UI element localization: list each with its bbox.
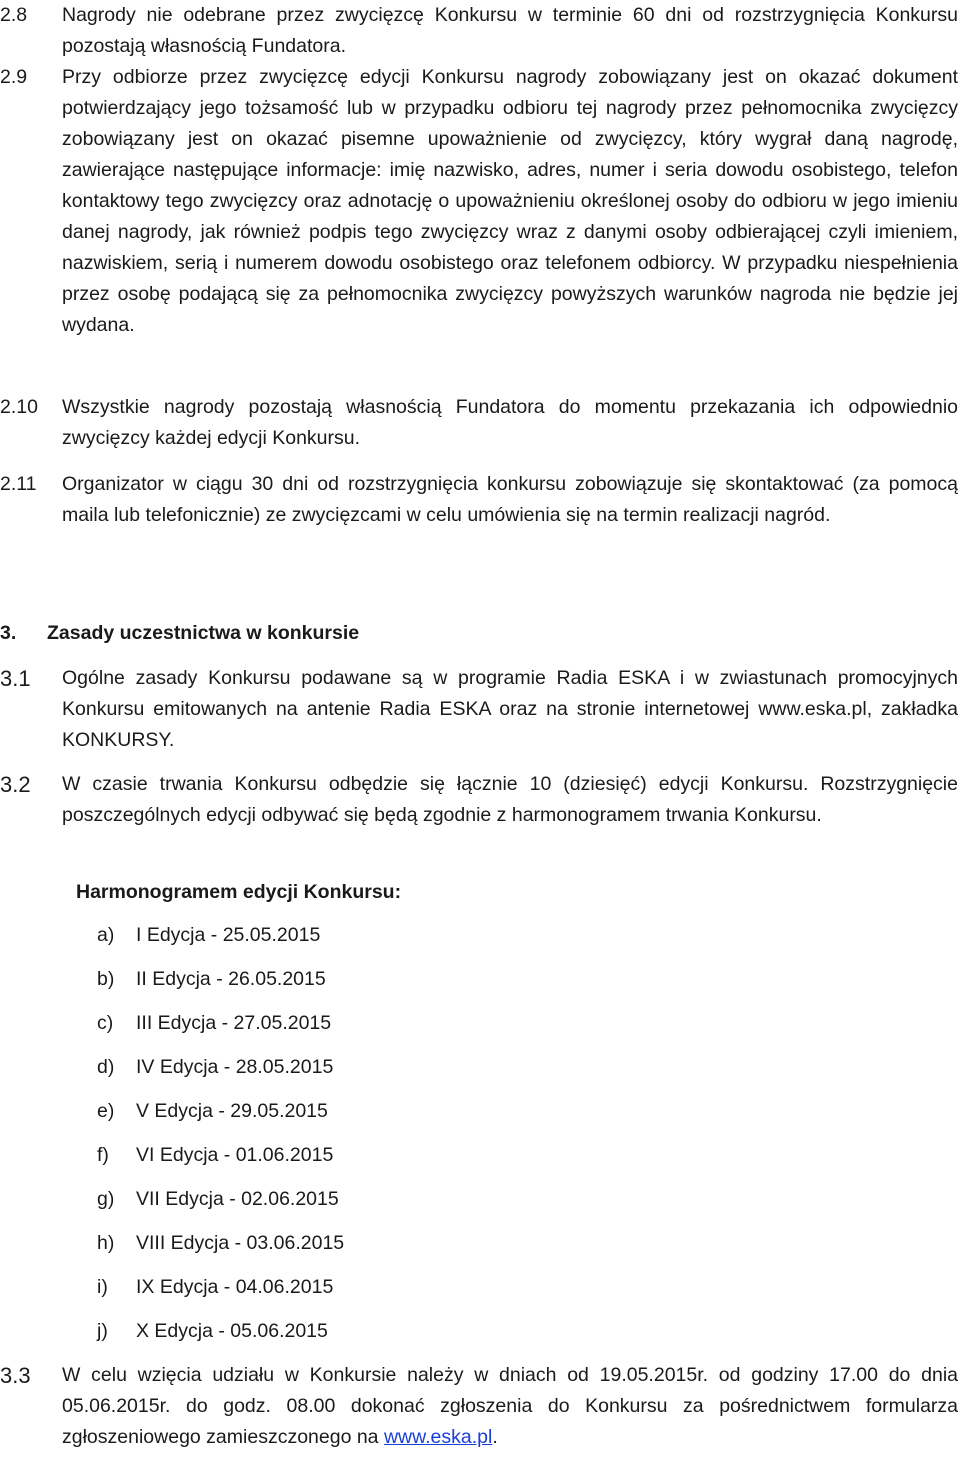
section-title: Zasady uczestnictwa w konkursie: [47, 622, 360, 644]
section-3-2: [0, 769, 958, 831]
section-3-1: [0, 663, 958, 756]
list-letter: g): [97, 1188, 115, 1210]
list-item: [97, 1052, 344, 1096]
eska-link[interactable]: www.eska.pl: [383, 1426, 493, 1448]
list-text: VIII Edycja - 03.06.2015: [136, 1232, 345, 1254]
section-number: 3.3: [0, 1363, 31, 1388]
list-letter: h): [97, 1232, 115, 1254]
list-item: [97, 1228, 344, 1272]
section-number: 2.10: [0, 396, 38, 418]
list-text: VII Edycja - 02.06.2015: [136, 1188, 339, 1210]
section-number: 2.11: [0, 473, 37, 495]
list-text: IV Edycja - 28.05.2015: [136, 1056, 334, 1078]
list-item: [97, 1140, 344, 1184]
section-text: Wszystkie nagrody pozostają własnością Fundatora do momentu przekazania ich odpowiednio zwycięzcy każdej edycji Konkursu.: [62, 396, 958, 449]
section-2-11: [0, 469, 958, 531]
section-text: Ogólne zasady Konkursu podawane są w programie Radia ESKA i w zwiastunach promocyjnych Konkursu emitowanych na antenie Radia ESKA oraz na stronie internetowej www.eska.pl, zakładka KONKURSY.: [62, 667, 958, 751]
section-number: 3.1: [0, 666, 31, 691]
section-number: 3.2: [0, 772, 31, 797]
list-text: II Edycja - 26.05.2015: [136, 968, 326, 990]
section-text: [62, 1360, 958, 1453]
list-item: [97, 1316, 344, 1360]
section-text: Przy odbiorze przez zwycięzcę edycji Konkursu nagrody zobowiązany jest on okazać dokument potwierdzający jego tożsamość lub w przypadku odbioru tej nagrody przez pełnomocnika zwycięzcy zobowiązany jest on okazać pisemne upoważnienie od zwycięzcy, który wygrał daną nagrodę, zawierające następujące informacje: imię nazwisko, adres, numer i seria dowodu osobistego, telefon kontaktowy tego zwycięzcy oraz adnotację o upoważnieniu określonej osoby do odbioru w jego imieniu danej nagrody, jak również podpis tego zwycięzcy wraz z danymi osoby odbierającej czyli imieniem, nazwiskiem, serią i numerem dowodu osobistego oraz telefonem odbiorcy. W przypadku niespełnienia przez osobę podającą się za pełnomocnika zwycięzcy powyższych warunków nagroda nie będzie jej wydana.: [62, 66, 958, 336]
section-2-8: [0, 0, 958, 62]
section-text-body: W celu wzięcia udziału w Konkursie należy w dniach od 19.05.2015r. od godziny 17.00 do dnia 05.06.2015r. do godz. 08.00 dokonać zgłoszenia do Konkursu za pośrednictwem formularza zgłoszeniowego zamieszczonego na: [62, 1364, 958, 1448]
section-text-end: .: [492, 1426, 498, 1448]
section-2-10: [0, 392, 958, 454]
list-letter: a): [97, 924, 115, 946]
list-letter: e): [97, 1100, 115, 1122]
list-text: VI Edycja - 01.06.2015: [136, 1144, 334, 1166]
section-text: Nagrody nie odebrane przez zwycięzcę Konkursu w terminie 60 dni od rozstrzygnięcia Konkursu pozostają własnością Fundatora.: [62, 4, 958, 57]
section-number: 2.8: [0, 4, 28, 26]
section-3-3: [0, 1360, 958, 1453]
list-letter: j): [97, 1320, 108, 1342]
schedule-title: Harmonogramem edycji Konkursu:: [76, 881, 402, 903]
list-item: [97, 920, 344, 964]
section-3-heading: [0, 618, 359, 649]
list-item: [97, 1184, 344, 1228]
list-item: [97, 1008, 344, 1052]
list-text: III Edycja - 27.05.2015: [136, 1012, 332, 1034]
list-item: [97, 1272, 344, 1316]
section-number: 2.9: [0, 66, 28, 88]
list-text: X Edycja - 05.06.2015: [136, 1320, 328, 1342]
list-letter: c): [97, 1012, 114, 1034]
section-number: 3.: [0, 622, 17, 644]
list-letter: b): [97, 968, 115, 990]
section-text: Organizator w ciągu 30 dni od rozstrzygnięcia konkursu zobowiązuje się skontaktować (za pomocą maila lub telefonicznie) ze zwycięzcami w celu umówienia się na termin realizacji nagród.: [62, 473, 958, 526]
section-text: W czasie trwania Konkursu odbędzie się łącznie 10 (dziesięć) edycji Konkursu. Rozstrzygnięcie poszczególnych edycji odbywać się będą zgodnie z harmonogramem trwania Konkursu.: [62, 773, 958, 826]
list-text: V Edycja - 29.05.2015: [136, 1100, 328, 1122]
section-2-9: [0, 62, 958, 341]
schedule-list: [97, 920, 344, 1360]
list-letter: d): [97, 1056, 115, 1078]
list-text: I Edycja - 25.05.2015: [136, 924, 321, 946]
list-item: [97, 1096, 344, 1140]
list-letter: f): [97, 1144, 109, 1166]
list-letter: i): [97, 1276, 108, 1298]
list-text: IX Edycja - 04.06.2015: [136, 1276, 334, 1298]
list-item: [97, 964, 344, 1008]
